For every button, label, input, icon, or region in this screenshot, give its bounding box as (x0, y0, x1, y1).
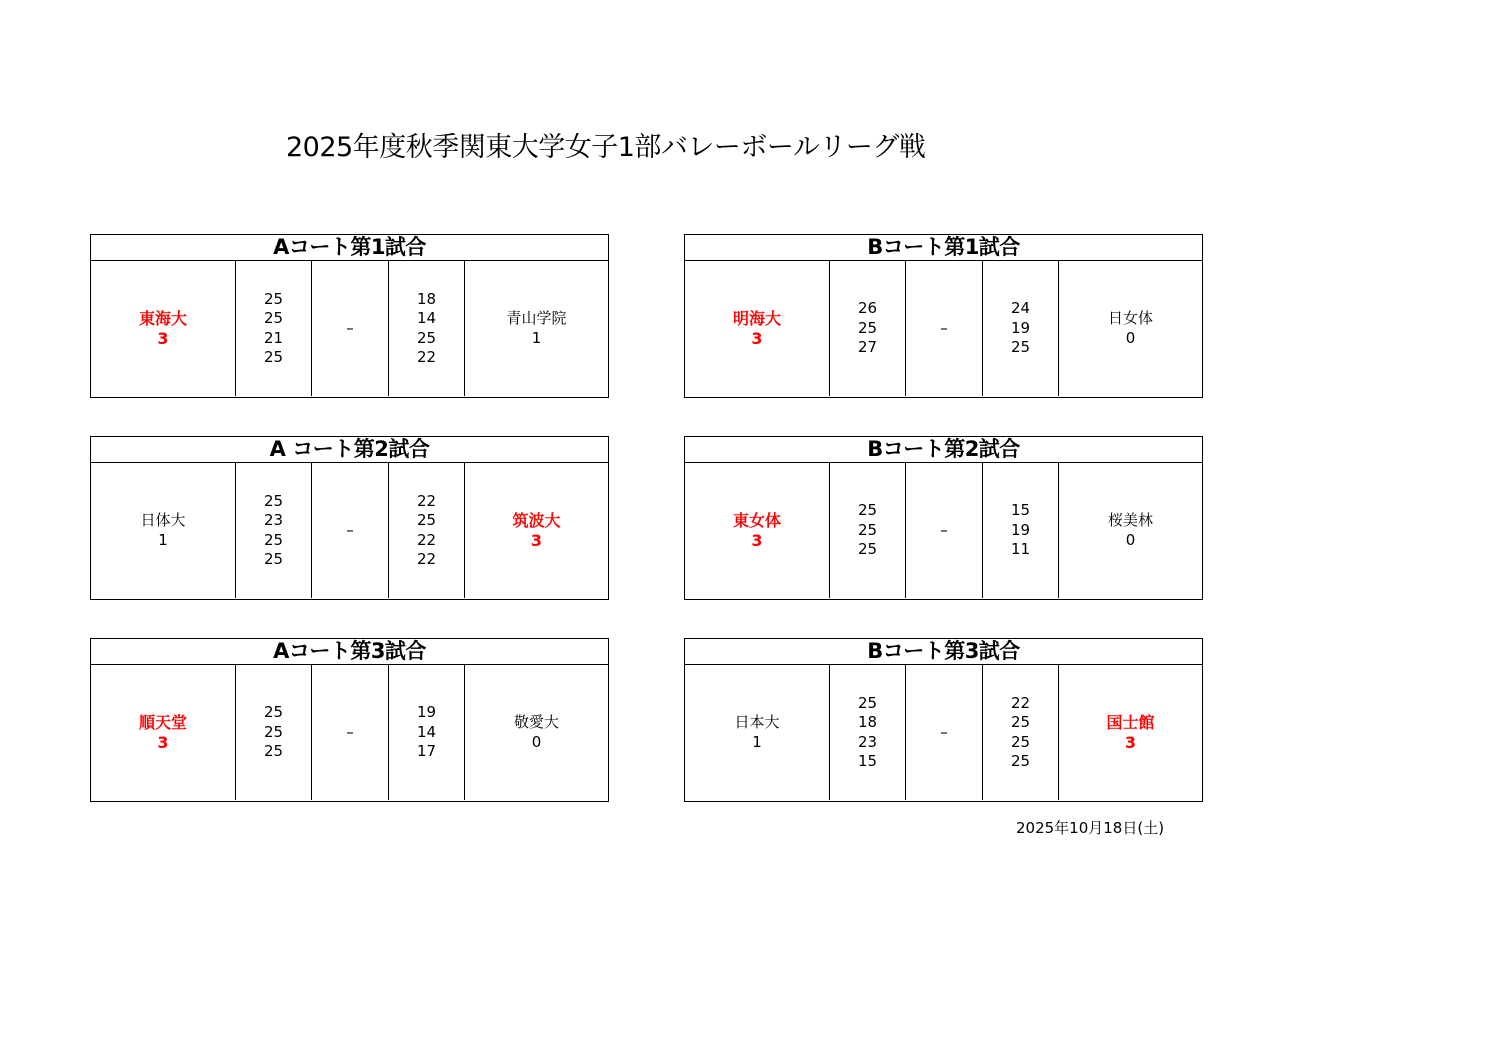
away-team-sets: 0 (1125, 530, 1136, 549)
home-team-sets: 3 (751, 530, 763, 550)
away-team-sets: 1 (531, 328, 542, 347)
set-score: 25 (1010, 338, 1031, 357)
versus-dash: – (311, 261, 388, 396)
match-header: Bコート第3試合 (685, 639, 1202, 665)
match-row (91, 261, 608, 396)
away-team-sets: 3 (530, 530, 543, 550)
home-team-name: 明海大 (732, 309, 781, 328)
set-score: 25 (263, 309, 284, 327)
set-score: 22 (416, 530, 437, 549)
set-score: 17 (416, 742, 437, 761)
set-score: 24 (1010, 299, 1031, 318)
match-row (91, 463, 608, 598)
set-score: 19 (1010, 318, 1031, 337)
match-date: 2025年10月18日(土) (1016, 819, 1165, 837)
set-score: 21 (263, 328, 284, 347)
match-a-court-2 (90, 436, 609, 600)
set-score: 25 (857, 693, 878, 712)
set-score: 14 (416, 309, 437, 327)
set-score: 25 (416, 511, 437, 529)
away-team-cell (464, 665, 608, 800)
set-score: 18 (857, 713, 878, 731)
match-header: Bコート第1試合 (685, 235, 1202, 261)
set-score: 25 (263, 491, 284, 510)
set-score: 27 (857, 338, 878, 357)
set-score: 19 (1010, 520, 1031, 539)
match-row (685, 665, 1202, 800)
home-team-sets: 1 (752, 732, 762, 751)
home-team-sets: 3 (751, 328, 763, 348)
home-set-scores (829, 261, 905, 396)
away-set-scores (982, 261, 1058, 396)
home-team-cell (91, 665, 235, 800)
match-row (91, 665, 608, 800)
away-team-sets: 0 (1125, 328, 1136, 347)
home-team-sets: 3 (157, 732, 169, 752)
home-team-cell (91, 261, 235, 396)
away-team-cell (1058, 665, 1202, 800)
away-team-name: 敬愛大 (513, 713, 559, 731)
set-score: 25 (1010, 732, 1031, 751)
set-score: 25 (263, 722, 284, 741)
match-header: Aコート第1試合 (91, 235, 608, 261)
away-team-cell (1058, 463, 1202, 598)
set-score: 18 (416, 289, 437, 308)
versus-dash: – (905, 261, 982, 396)
versus-dash: – (905, 665, 982, 800)
home-team-sets: 1 (158, 530, 168, 549)
versus-dash: – (311, 463, 388, 598)
match-header: A コート第2試合 (91, 437, 608, 463)
set-score: 14 (416, 722, 437, 741)
away-team-cell (464, 261, 608, 396)
away-team-sets: 0 (531, 732, 542, 751)
set-score: 22 (1010, 693, 1031, 712)
home-set-scores (235, 261, 311, 396)
away-set-scores (388, 665, 464, 800)
set-score: 23 (857, 732, 878, 751)
set-score: 25 (416, 328, 437, 347)
home-team-name: 東女体 (732, 511, 781, 530)
set-score: 25 (263, 348, 284, 366)
match-row (685, 463, 1202, 598)
home-team-cell (685, 463, 829, 598)
match-a-court-1 (90, 234, 609, 398)
match-b-court-1 (684, 234, 1203, 398)
set-score: 23 (263, 511, 284, 529)
set-score: 22 (416, 491, 437, 510)
set-score: 22 (416, 348, 437, 366)
set-score: 15 (1010, 501, 1031, 520)
away-team-cell (1058, 261, 1202, 396)
set-score: 25 (263, 530, 284, 549)
set-score: 25 (857, 540, 878, 559)
away-set-scores (982, 665, 1058, 800)
home-team-cell (91, 463, 235, 598)
match-b-court-2 (684, 436, 1203, 600)
set-score: 11 (1010, 540, 1031, 559)
page-title: 2025年度秋季関東大学女子1部バレーボールリーグ戦 (286, 132, 926, 163)
match-b-court-3 (684, 638, 1203, 802)
set-score: 19 (416, 703, 437, 722)
away-team-name: 桜美林 (1107, 511, 1153, 529)
home-team-cell (685, 665, 829, 800)
home-set-scores (829, 665, 905, 800)
away-set-scores (388, 463, 464, 598)
home-team-cell (685, 261, 829, 396)
set-score: 25 (263, 703, 284, 722)
away-team-name: 国士館 (1106, 713, 1155, 732)
versus-dash: – (311, 665, 388, 800)
away-team-name: 青山学院 (506, 309, 567, 327)
set-score: 25 (263, 289, 284, 308)
home-team-name: 日本大 (734, 713, 780, 731)
home-set-scores (235, 463, 311, 598)
home-set-scores (829, 463, 905, 598)
match-a-court-3 (90, 638, 609, 802)
match-header: Bコート第2試合 (685, 437, 1202, 463)
match-header: Aコート第3試合 (91, 639, 608, 665)
home-team-name: 順天堂 (138, 713, 187, 732)
set-score: 15 (857, 752, 878, 770)
home-set-scores (235, 665, 311, 800)
set-score: 25 (1010, 752, 1031, 770)
home-team-name: 東海大 (138, 309, 187, 328)
home-team-name: 日体大 (140, 511, 186, 529)
set-score: 25 (857, 520, 878, 539)
away-team-name: 筑波大 (512, 511, 561, 530)
away-team-cell (464, 463, 608, 598)
set-score: 25 (857, 501, 878, 520)
away-set-scores (982, 463, 1058, 598)
set-score: 25 (263, 742, 284, 761)
versus-dash: – (905, 463, 982, 598)
match-row (685, 261, 1202, 396)
home-team-sets: 3 (157, 328, 169, 348)
away-set-scores (388, 261, 464, 396)
away-team-name: 日女体 (1107, 309, 1153, 327)
set-score: 26 (857, 299, 878, 318)
set-score: 25 (857, 318, 878, 337)
away-team-sets: 3 (1124, 732, 1137, 752)
set-score: 22 (416, 550, 437, 568)
set-score: 25 (1010, 713, 1031, 731)
set-score: 25 (263, 550, 284, 568)
